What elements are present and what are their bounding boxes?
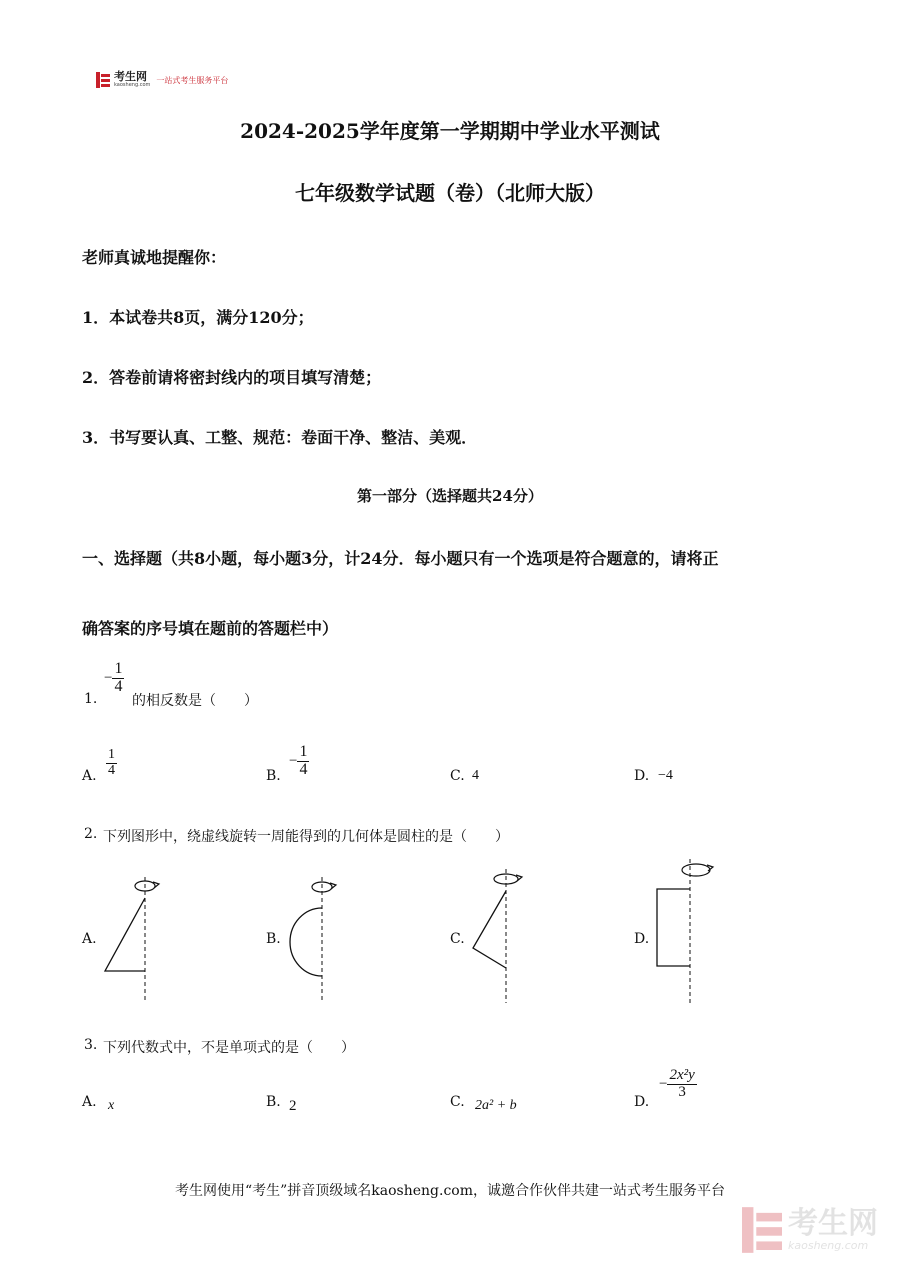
part1-title: 第一部分（选择题共24分） bbox=[357, 487, 543, 505]
q1-option-a-label: A. bbox=[82, 768, 97, 784]
kaosheng-logo-icon bbox=[96, 72, 110, 88]
part1-instruction-line2: 确答案的序号填在题前的答题栏中） bbox=[82, 619, 339, 638]
q1-option-b-value bbox=[289, 744, 309, 779]
q1-option-d-label: D. bbox=[634, 768, 650, 784]
q1-option-a-numerator: 1 bbox=[108, 747, 115, 762]
q2-figure-b bbox=[282, 873, 352, 1005]
q2-stem: 下列图形中，绕虚线旋转一周能得到的几何体是圆柱的是（ ） bbox=[103, 829, 509, 845]
q1-option-b-numerator: 1 bbox=[299, 743, 308, 760]
q3-option-b-value: 2 bbox=[289, 1098, 297, 1114]
q3-option-d-numerator: 2x²y bbox=[669, 1067, 695, 1083]
q3-option-d-minus: − bbox=[659, 1075, 668, 1092]
part1-instruction-line1: 一、选择题（共8小题，每小题3分，计24分．每小题只有一个选项是符合题意的，请将正 bbox=[82, 549, 719, 568]
q3-number: 3. bbox=[84, 1037, 98, 1053]
q2-option-b-label: B. bbox=[266, 931, 281, 947]
logo-domain: kaosheng.com bbox=[114, 82, 151, 88]
q1-option-d-value: −4 bbox=[658, 768, 673, 783]
q1-number: 1. bbox=[84, 691, 98, 707]
watermark bbox=[742, 1207, 878, 1253]
q3-option-d-label: D. bbox=[634, 1094, 650, 1110]
q2-option-d-label: D. bbox=[634, 931, 650, 947]
watermark-logo-icon bbox=[742, 1207, 782, 1253]
logo-text: 考生网 bbox=[114, 70, 147, 83]
notice-heading: 老师真诚地提醒你： bbox=[82, 248, 227, 267]
q2-option-a-label: A. bbox=[82, 931, 97, 947]
q3-stem: 下列代数式中，不是单项式的是（ ） bbox=[103, 1040, 355, 1056]
q1-option-b-minus: − bbox=[289, 752, 298, 769]
q3-option-d-value bbox=[659, 1068, 697, 1101]
notice-item-3: 3．书写要认真、工整、规范：卷面干净、整洁、美观． bbox=[82, 428, 478, 447]
q1-option-c-value: 4 bbox=[472, 768, 479, 783]
q1-stem: 的相反数是（ ） bbox=[132, 693, 258, 709]
q1-denominator: 4 bbox=[114, 677, 123, 695]
q1-option-a-value bbox=[106, 748, 117, 778]
q3-option-c-value: 2a² + b bbox=[475, 1098, 517, 1113]
q1-option-b-label: B. bbox=[266, 768, 281, 784]
q2-figure-a bbox=[100, 873, 170, 1005]
header-slogan: 一站式考生服务平台 bbox=[156, 75, 229, 85]
q2-option-c-label: C. bbox=[450, 931, 465, 947]
q2-figure-d bbox=[652, 855, 722, 1005]
q1-fraction bbox=[112, 661, 124, 696]
q2-number: 2. bbox=[84, 826, 98, 842]
watermark-text: 考生网 bbox=[788, 1205, 878, 1241]
q3-option-b-label: B. bbox=[266, 1094, 281, 1110]
notice-item-1: 1．本试卷共8页，满分120分； bbox=[82, 308, 314, 327]
q1-option-b-denominator: 4 bbox=[299, 760, 308, 778]
header-logo bbox=[96, 72, 228, 88]
footer-text: 考生网使用“考生”拼音顶级域名kaosheng.com，诚邀合作伙伴共建一站式考生服务平台 bbox=[174, 1183, 726, 1199]
q1-numerator: 1 bbox=[114, 660, 123, 677]
watermark-domain: kaosheng.com bbox=[788, 1238, 869, 1252]
q3-option-c-label: C. bbox=[450, 1094, 465, 1110]
q1-minus: − bbox=[104, 669, 113, 686]
exam-subtitle: 七年级数学试题（卷）（北师大版） bbox=[295, 181, 605, 205]
q1-expression bbox=[104, 661, 124, 696]
q1-option-a-denominator: 4 bbox=[108, 762, 115, 778]
q2-figure-c bbox=[468, 865, 538, 1005]
exam-title: 2024-2025学年度第一学期期中学业水平测试 bbox=[240, 119, 660, 143]
q1-option-c-label: C. bbox=[450, 768, 465, 784]
q3-option-a-label: A. bbox=[82, 1094, 97, 1110]
notice-item-2: 2．答卷前请将密封线内的项目填写清楚； bbox=[82, 368, 382, 387]
q3-option-a-value: x bbox=[108, 1098, 115, 1113]
q3-option-d-denominator: 3 bbox=[678, 1083, 686, 1100]
